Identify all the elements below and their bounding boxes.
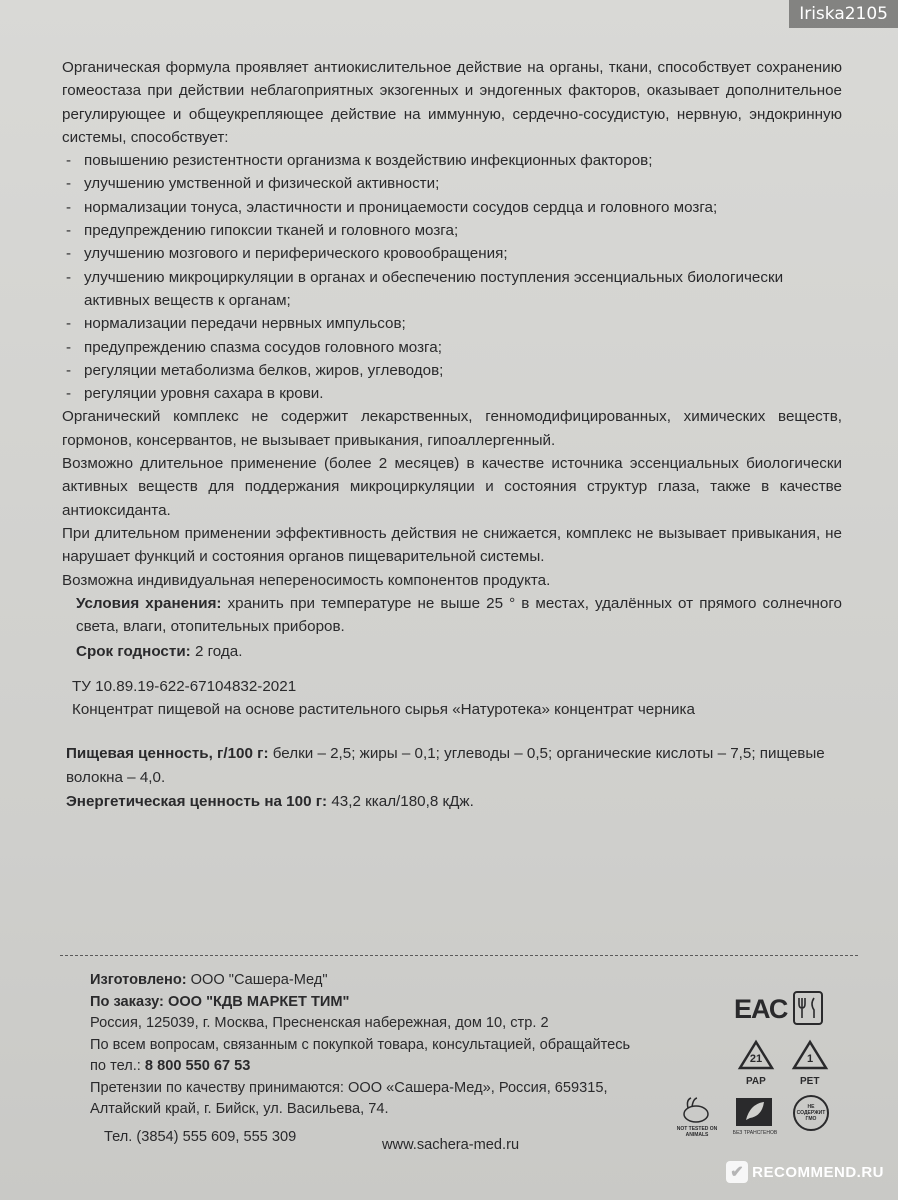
no-trans-label: БЕЗ ТРАНСГЕНОВ xyxy=(732,1130,778,1136)
order-text: ООО "КДВ МАРКЕТ ТИМ" xyxy=(163,993,350,1010)
shelf-text: 2 года. xyxy=(190,643,243,661)
svg-text:21: 21 xyxy=(749,1053,763,1065)
storage-label: Условия хранения: xyxy=(76,594,222,612)
energy-label: Энергетическая ценность на 100 г: xyxy=(66,793,328,810)
order-address: Россия, 125039, г. Москва, Пресненская набережная, дом 10, стр. 2 xyxy=(90,1015,549,1031)
energy-paragraph xyxy=(66,790,846,814)
product-name: Концентрат пищевой на основе растительного сырья «Натуротека» концентрат черника xyxy=(72,701,695,719)
svg-text:1: 1 xyxy=(806,1053,814,1065)
watermark-text: RECOMMEND.RU xyxy=(752,1163,884,1181)
intolerance-paragraph: Возможна индивидуальная непереносимость компонентов продукта. xyxy=(62,571,551,589)
shelf-label: Срок годности: xyxy=(76,643,191,661)
nutrition-paragraph xyxy=(66,742,846,790)
pet-label: PET xyxy=(800,1076,820,1087)
storage-text: хранить при температуре не выше 25 ° в местах, удалённых от прямого солнечного света, влаги, отопительных приборов. xyxy=(76,594,842,636)
nutrition-label: Пищевая ценность, г/100 г: xyxy=(66,745,269,762)
telephone: Тел. (3854) 555 609, 555 309 xyxy=(104,1129,297,1145)
long-use-paragraph: Возможно длительное применение (более 2 месяцев) в качестве источника эссенциальных биологически активных веществ для поддержания микроциркуляции и состояния структур глаза, также в качестве антиоксиданта. xyxy=(62,455,842,519)
intro-paragraph: Органическая формула проявляет антиокислительное действие на органы, ткани, способствует сохранению гомеостаза при действии неблагоприятных экзогенных и эндогенных факторов, оказывает дополнительное регулирующее и общеукрепляющее действие на иммунную, сердечно-сосудистую, нервную, эндокринную системы, способствует: xyxy=(62,59,842,146)
product-spec-block xyxy=(62,675,842,722)
claims: Претензии по качеству принимаются: ООО «Сашера-Мед», Россия, 659315, Алтайский край, г. Бийск, ул. Васильева, 74. xyxy=(90,1079,608,1117)
food-safe-icon xyxy=(788,988,828,1028)
list-item: - регуляции метаболизма белков, жиров, углеводов; xyxy=(62,359,842,382)
website: www.sachera-med.ru xyxy=(382,1137,520,1153)
dashed-divider xyxy=(60,955,858,956)
no-gmo-label: НЕ СОДЕРЖИТ ГМО xyxy=(796,1104,826,1122)
nutrition-block xyxy=(66,742,846,814)
order-label: По заказу: xyxy=(90,993,164,1010)
list-item: - повышению резистентности организма к воздействию инфекционных факторов; xyxy=(62,149,842,172)
eac-icon: ЕАС xyxy=(734,994,788,1024)
list-item: - нормализации передачи нервных импульсов; xyxy=(62,312,842,335)
effects-list xyxy=(62,149,842,405)
list-item: - улучшению умственной и физической активности; xyxy=(62,172,842,195)
made-label: Изготовлено: xyxy=(90,972,187,988)
recommend-logo-icon: ✔ xyxy=(726,1161,748,1183)
pap-label: PAP xyxy=(746,1076,766,1087)
energy-text: 43,2 ккал/180,8 кДж. xyxy=(327,793,474,810)
description-block xyxy=(62,56,842,664)
certification-icons xyxy=(670,980,840,1150)
pet-recycle-icon xyxy=(788,1038,832,1074)
list-item: - предупреждению спазма сосудов головного мозга; xyxy=(62,336,842,359)
pap-recycle-icon xyxy=(734,1038,778,1074)
phone-number: 8 800 550 67 53 xyxy=(144,1058,251,1074)
made-text: ООО "Сашера-Мед" xyxy=(186,972,328,988)
efficiency-paragraph: При длительном применении эффективность действия не снижается, комплекс не вызывает привыкания, не нарушает функций и состояния органов пищеварительной системы. xyxy=(62,524,842,566)
not-tested-label: NOT TESTED ON ANIMALS xyxy=(676,1126,718,1138)
list-item: - улучшению мозгового и периферического кровообращения; xyxy=(62,242,842,265)
questions-text: По всем вопросам, связанным с покупкой товара, консультацией, обращайтесь по тел.: xyxy=(90,1036,631,1074)
questions xyxy=(90,1035,650,1078)
storage-paragraph xyxy=(62,592,842,639)
list-item: - предупреждению гипоксии тканей и головного мозга; xyxy=(62,219,842,242)
made-by xyxy=(90,970,650,992)
no-drugs-paragraph: Органический комплекс не содержит лекарственных, генномодифицированных, химических веществ, гормонов, консервантов, не вызывает привыкания, гипоаллергенный. xyxy=(62,408,842,449)
tu-code: ТУ 10.89.19-622-67104832-2021 xyxy=(72,678,297,695)
nutrition-text: белки – 2,5; жиры – 0,1; углеводы – 0,5; органические кислоты – 7,5; пищевые волокна – 4,0. xyxy=(66,745,825,786)
manufacturer-block xyxy=(90,970,650,1121)
list-item: - нормализации тонуса, эластичности и проницаемости сосудов сердца и головного мозга; xyxy=(62,196,842,219)
list-item: - улучшению микроциркуляции в органах и обеспечению поступления эссенциальных биологически активных веществ к органам; xyxy=(62,266,842,313)
shelf-life-paragraph xyxy=(62,640,842,663)
list-item: - регуляции уровня сахара в крови. xyxy=(62,382,842,405)
rabbit-icon xyxy=(676,1096,716,1126)
ordered-by xyxy=(90,992,650,1014)
watermark xyxy=(726,1158,884,1186)
leaf-icon xyxy=(732,1094,776,1130)
username-tag: Iriska2105 xyxy=(789,0,898,28)
